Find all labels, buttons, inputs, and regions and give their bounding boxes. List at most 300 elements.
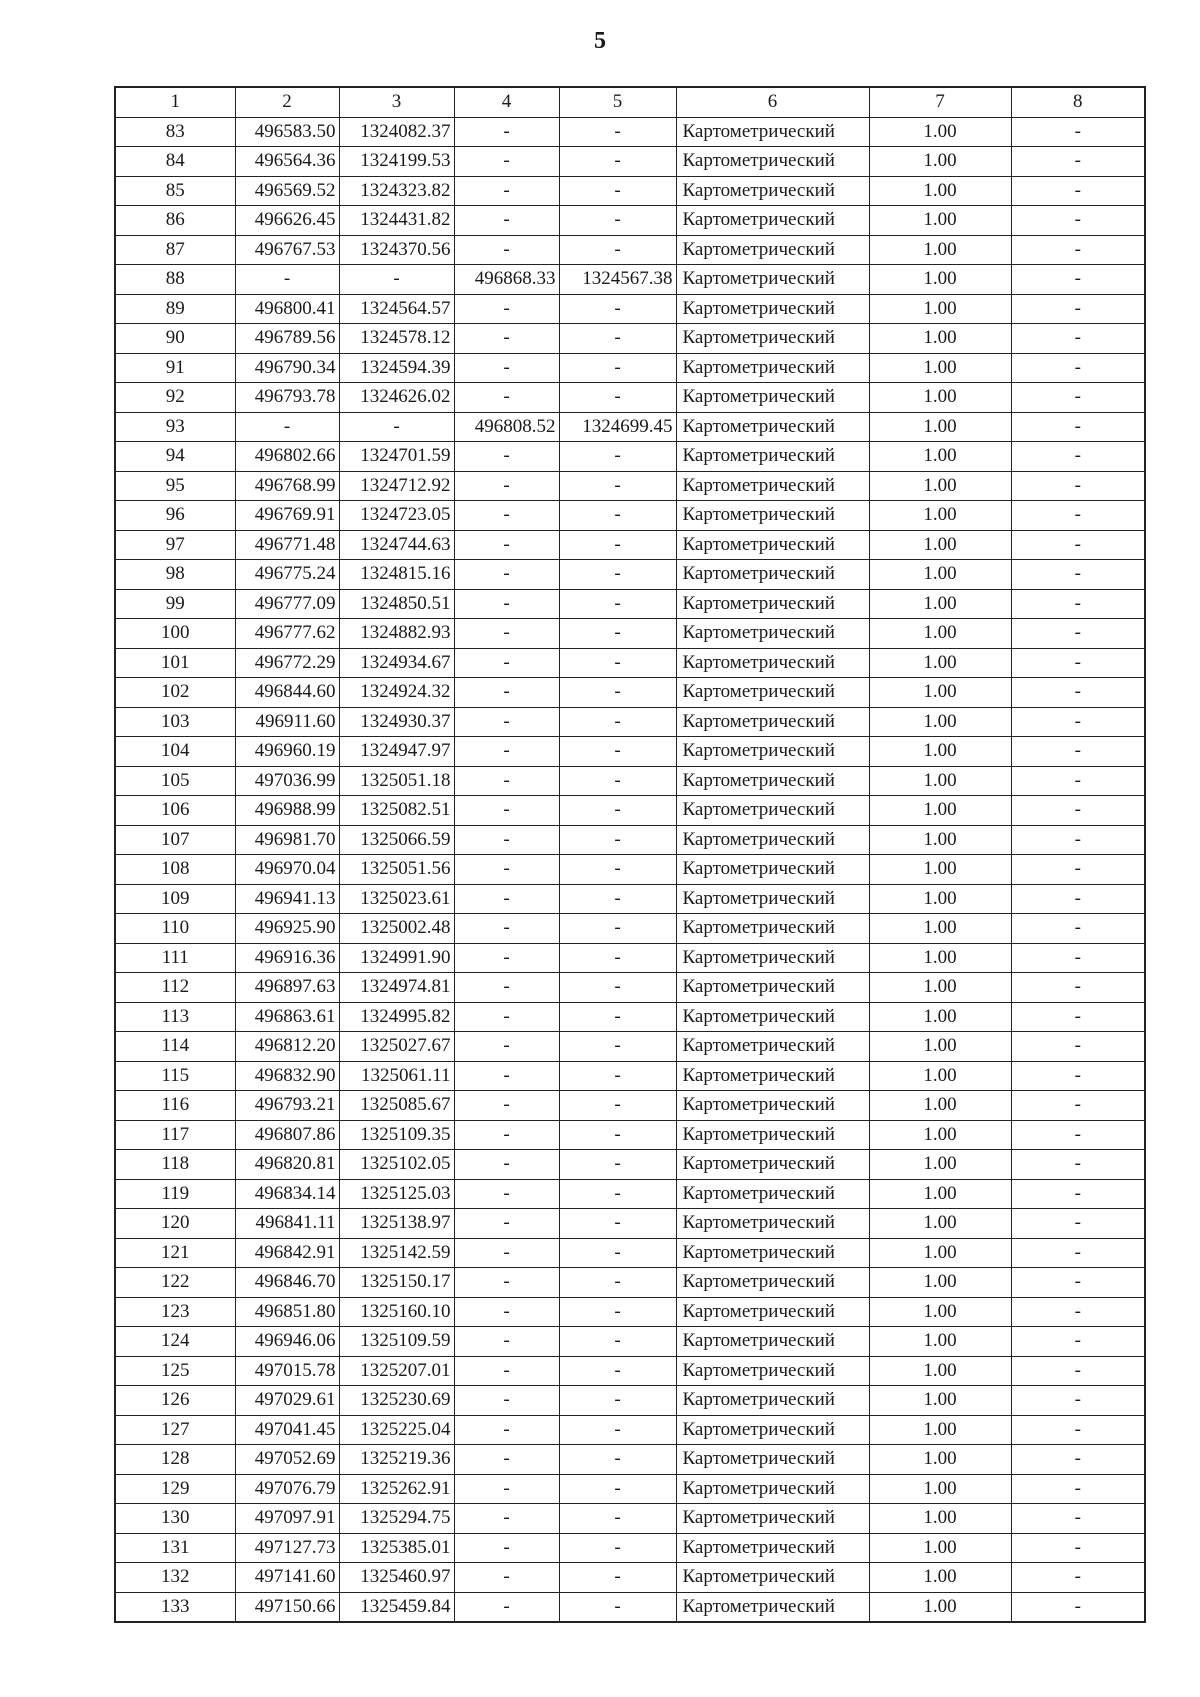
cell-y-coordinate: 1324930.37 xyxy=(339,707,454,737)
cell-note: - xyxy=(1011,1150,1145,1180)
cell-method: Картометрический xyxy=(676,914,869,944)
cell-x-coordinate-new: - xyxy=(454,1209,559,1239)
cell-point-number: 114 xyxy=(115,1032,235,1062)
cell-x-coordinate-new: - xyxy=(454,1120,559,1150)
cell-y-coordinate-new: - xyxy=(559,176,676,206)
column-header: 5 xyxy=(559,87,676,117)
cell-y-coordinate: 1324924.32 xyxy=(339,678,454,708)
cell-point-number: 120 xyxy=(115,1209,235,1239)
cell-method: Картометрический xyxy=(676,1179,869,1209)
cell-point-number: 85 xyxy=(115,176,235,206)
cell-point-number: 99 xyxy=(115,589,235,619)
cell-method: Картометрический xyxy=(676,884,869,914)
table-row xyxy=(115,855,1145,885)
cell-note: - xyxy=(1011,501,1145,531)
cell-y-coordinate: 1325002.48 xyxy=(339,914,454,944)
cell-y-coordinate: 1325066.59 xyxy=(339,825,454,855)
cell-accuracy: 1.00 xyxy=(869,1120,1011,1150)
cell-method: Картометрический xyxy=(676,1356,869,1386)
cell-x-coordinate: - xyxy=(235,412,339,442)
cell-method: Картометрический xyxy=(676,147,869,177)
cell-x-coordinate: 496812.20 xyxy=(235,1032,339,1062)
cell-y-coordinate-new: - xyxy=(559,294,676,324)
cell-note: - xyxy=(1011,825,1145,855)
cell-y-coordinate-new: - xyxy=(559,766,676,796)
table-row xyxy=(115,176,1145,206)
cell-x-coordinate: 496851.80 xyxy=(235,1297,339,1327)
cell-x-coordinate-new: - xyxy=(454,1297,559,1327)
cell-x-coordinate: 497015.78 xyxy=(235,1356,339,1386)
cell-accuracy: 1.00 xyxy=(869,353,1011,383)
cell-y-coordinate-new: - xyxy=(559,1061,676,1091)
cell-x-coordinate: 496897.63 xyxy=(235,973,339,1003)
cell-x-coordinate-new: - xyxy=(454,501,559,531)
cell-y-coordinate: 1324712.92 xyxy=(339,471,454,501)
cell-y-coordinate: 1324701.59 xyxy=(339,442,454,472)
cell-x-coordinate-new: - xyxy=(454,766,559,796)
cell-method: Картометрический xyxy=(676,1386,869,1416)
table-row xyxy=(115,1474,1145,1504)
cell-x-coordinate-new: - xyxy=(454,1238,559,1268)
cell-method: Картометрический xyxy=(676,825,869,855)
cell-point-number: 88 xyxy=(115,265,235,295)
cell-x-coordinate-new: - xyxy=(454,1386,559,1416)
cell-y-coordinate: 1325051.56 xyxy=(339,855,454,885)
cell-accuracy: 1.00 xyxy=(869,471,1011,501)
cell-method: Картометрический xyxy=(676,1297,869,1327)
cell-method: Картометрический xyxy=(676,530,869,560)
table-row xyxy=(115,1209,1145,1239)
cell-y-coordinate-new: - xyxy=(559,1120,676,1150)
cell-accuracy: 1.00 xyxy=(869,442,1011,472)
cell-y-coordinate-new: - xyxy=(559,884,676,914)
cell-x-coordinate: 496777.09 xyxy=(235,589,339,619)
cell-accuracy: 1.00 xyxy=(869,1179,1011,1209)
table-row xyxy=(115,678,1145,708)
cell-y-coordinate: 1325027.67 xyxy=(339,1032,454,1062)
table-row xyxy=(115,117,1145,147)
cell-point-number: 128 xyxy=(115,1445,235,1475)
cell-method: Картометрический xyxy=(676,1091,869,1121)
cell-y-coordinate: 1325262.91 xyxy=(339,1474,454,1504)
cell-y-coordinate: 1325294.75 xyxy=(339,1504,454,1534)
table-row xyxy=(115,914,1145,944)
cell-note: - xyxy=(1011,265,1145,295)
cell-note: - xyxy=(1011,1445,1145,1475)
cell-accuracy: 1.00 xyxy=(869,147,1011,177)
cell-accuracy: 1.00 xyxy=(869,648,1011,678)
table-row xyxy=(115,1238,1145,1268)
cell-note: - xyxy=(1011,206,1145,236)
cell-y-coordinate-new: - xyxy=(559,1386,676,1416)
cell-x-coordinate: 496846.70 xyxy=(235,1268,339,1298)
cell-point-number: 103 xyxy=(115,707,235,737)
cell-note: - xyxy=(1011,855,1145,885)
cell-x-coordinate: 497150.66 xyxy=(235,1592,339,1622)
cell-point-number: 89 xyxy=(115,294,235,324)
cell-accuracy: 1.00 xyxy=(869,589,1011,619)
cell-note: - xyxy=(1011,383,1145,413)
cell-x-coordinate: 496569.52 xyxy=(235,176,339,206)
cell-x-coordinate-new: - xyxy=(454,560,559,590)
cell-point-number: 94 xyxy=(115,442,235,472)
cell-note: - xyxy=(1011,1209,1145,1239)
cell-x-coordinate-new: - xyxy=(454,796,559,826)
cell-accuracy: 1.00 xyxy=(869,1327,1011,1357)
table-row xyxy=(115,412,1145,442)
table-row xyxy=(115,530,1145,560)
cell-method: Картометрический xyxy=(676,412,869,442)
cell-accuracy: 1.00 xyxy=(869,1415,1011,1445)
cell-x-coordinate: 496775.24 xyxy=(235,560,339,590)
cell-note: - xyxy=(1011,1327,1145,1357)
cell-y-coordinate-new: - xyxy=(559,530,676,560)
cell-note: - xyxy=(1011,648,1145,678)
cell-x-coordinate-new: - xyxy=(454,353,559,383)
cell-method: Картометрический xyxy=(676,117,869,147)
cell-x-coordinate-new: - xyxy=(454,1327,559,1357)
cell-y-coordinate: 1324850.51 xyxy=(339,589,454,619)
cell-y-coordinate: 1325230.69 xyxy=(339,1386,454,1416)
cell-x-coordinate-new: - xyxy=(454,648,559,678)
table-row xyxy=(115,884,1145,914)
cell-point-number: 129 xyxy=(115,1474,235,1504)
cell-x-coordinate: - xyxy=(235,265,339,295)
page-number: 5 xyxy=(594,28,606,54)
cell-method: Картометрический xyxy=(676,707,869,737)
cell-accuracy: 1.00 xyxy=(869,914,1011,944)
cell-y-coordinate-new: - xyxy=(559,383,676,413)
cell-note: - xyxy=(1011,442,1145,472)
cell-y-coordinate-new: - xyxy=(559,1445,676,1475)
cell-y-coordinate: 1325109.35 xyxy=(339,1120,454,1150)
cell-note: - xyxy=(1011,589,1145,619)
column-header: 4 xyxy=(454,87,559,117)
table-row xyxy=(115,1179,1145,1209)
table-row xyxy=(115,1150,1145,1180)
cell-x-coordinate-new: - xyxy=(454,1445,559,1475)
table-row xyxy=(115,1386,1145,1416)
cell-x-coordinate: 496916.36 xyxy=(235,943,339,973)
cell-accuracy: 1.00 xyxy=(869,1091,1011,1121)
cell-x-coordinate: 496841.11 xyxy=(235,1209,339,1239)
table-row xyxy=(115,442,1145,472)
cell-y-coordinate: 1325125.03 xyxy=(339,1179,454,1209)
cell-point-number: 93 xyxy=(115,412,235,442)
cell-x-coordinate: 496583.50 xyxy=(235,117,339,147)
cell-y-coordinate-new: - xyxy=(559,1091,676,1121)
cell-x-coordinate-new: - xyxy=(454,825,559,855)
cell-note: - xyxy=(1011,1120,1145,1150)
table-row xyxy=(115,1032,1145,1062)
cell-accuracy: 1.00 xyxy=(869,1032,1011,1062)
cell-note: - xyxy=(1011,471,1145,501)
cell-x-coordinate: 496832.90 xyxy=(235,1061,339,1091)
table-row xyxy=(115,707,1145,737)
cell-accuracy: 1.00 xyxy=(869,855,1011,885)
cell-method: Картометрический xyxy=(676,678,869,708)
cell-note: - xyxy=(1011,1297,1145,1327)
table-row xyxy=(115,589,1145,619)
cell-x-coordinate-new: - xyxy=(454,1356,559,1386)
cell-point-number: 113 xyxy=(115,1002,235,1032)
cell-note: - xyxy=(1011,324,1145,354)
cell-method: Картометрический xyxy=(676,1533,869,1563)
cell-x-coordinate-new: 496808.52 xyxy=(454,412,559,442)
cell-y-coordinate: 1324578.12 xyxy=(339,324,454,354)
cell-point-number: 110 xyxy=(115,914,235,944)
cell-y-coordinate: 1325459.84 xyxy=(339,1592,454,1622)
cell-note: - xyxy=(1011,353,1145,383)
cell-y-coordinate-new: - xyxy=(559,1504,676,1534)
cell-y-coordinate: 1325225.04 xyxy=(339,1415,454,1445)
column-header: 7 xyxy=(869,87,1011,117)
cell-method: Картометрический xyxy=(676,1415,869,1445)
cell-point-number: 124 xyxy=(115,1327,235,1357)
cell-y-coordinate: 1325150.17 xyxy=(339,1268,454,1298)
cell-note: - xyxy=(1011,678,1145,708)
cell-accuracy: 1.00 xyxy=(869,1533,1011,1563)
cell-y-coordinate-new: - xyxy=(559,1592,676,1622)
cell-x-coordinate-new: - xyxy=(454,678,559,708)
table-body xyxy=(115,117,1145,1622)
cell-accuracy: 1.00 xyxy=(869,501,1011,531)
table-row xyxy=(115,796,1145,826)
cell-y-coordinate: 1325385.01 xyxy=(339,1533,454,1563)
cell-point-number: 125 xyxy=(115,1356,235,1386)
cell-y-coordinate: 1324815.16 xyxy=(339,560,454,590)
cell-note: - xyxy=(1011,1474,1145,1504)
cell-method: Картометрический xyxy=(676,1474,869,1504)
cell-point-number: 123 xyxy=(115,1297,235,1327)
cell-y-coordinate: 1324370.56 xyxy=(339,235,454,265)
cell-accuracy: 1.00 xyxy=(869,1150,1011,1180)
cell-x-coordinate-new: - xyxy=(454,1533,559,1563)
cell-y-coordinate: 1325219.36 xyxy=(339,1445,454,1475)
cell-x-coordinate-new: - xyxy=(454,1474,559,1504)
cell-y-coordinate-new: - xyxy=(559,1209,676,1239)
cell-point-number: 108 xyxy=(115,855,235,885)
cell-point-number: 109 xyxy=(115,884,235,914)
cell-y-coordinate: 1324626.02 xyxy=(339,383,454,413)
cell-y-coordinate: 1324934.67 xyxy=(339,648,454,678)
cell-note: - xyxy=(1011,1091,1145,1121)
cell-x-coordinate: 496768.99 xyxy=(235,471,339,501)
cell-x-coordinate: 496981.70 xyxy=(235,825,339,855)
table-row xyxy=(115,1268,1145,1298)
cell-y-coordinate: 1324744.63 xyxy=(339,530,454,560)
cell-y-coordinate: 1324947.97 xyxy=(339,737,454,767)
cell-y-coordinate: 1325082.51 xyxy=(339,796,454,826)
cell-y-coordinate: 1325061.11 xyxy=(339,1061,454,1091)
cell-method: Картометрический xyxy=(676,1238,869,1268)
cell-point-number: 122 xyxy=(115,1268,235,1298)
table-row xyxy=(115,1120,1145,1150)
cell-note: - xyxy=(1011,530,1145,560)
cell-y-coordinate-new: - xyxy=(559,147,676,177)
cell-x-coordinate-new: - xyxy=(454,1002,559,1032)
cell-accuracy: 1.00 xyxy=(869,1209,1011,1239)
cell-y-coordinate-new: - xyxy=(559,324,676,354)
cell-y-coordinate: 1324199.53 xyxy=(339,147,454,177)
cell-method: Картометрический xyxy=(676,1445,869,1475)
cell-x-coordinate-new: - xyxy=(454,1592,559,1622)
cell-method: Картометрический xyxy=(676,265,869,295)
cell-accuracy: 1.00 xyxy=(869,265,1011,295)
cell-x-coordinate: 496941.13 xyxy=(235,884,339,914)
table-row xyxy=(115,1091,1145,1121)
cell-note: - xyxy=(1011,1002,1145,1032)
table-row xyxy=(115,294,1145,324)
cell-accuracy: 1.00 xyxy=(869,1592,1011,1622)
cell-y-coordinate-new: - xyxy=(559,1474,676,1504)
cell-y-coordinate: 1325102.05 xyxy=(339,1150,454,1180)
table-row xyxy=(115,471,1145,501)
cell-point-number: 117 xyxy=(115,1120,235,1150)
cell-note: - xyxy=(1011,117,1145,147)
cell-y-coordinate-new: - xyxy=(559,471,676,501)
cell-x-coordinate: 496802.66 xyxy=(235,442,339,472)
cell-y-coordinate-new: - xyxy=(559,943,676,973)
cell-accuracy: 1.00 xyxy=(869,678,1011,708)
table-row xyxy=(115,265,1145,295)
cell-accuracy: 1.00 xyxy=(869,707,1011,737)
cell-y-coordinate: 1325051.18 xyxy=(339,766,454,796)
cell-y-coordinate: 1325138.97 xyxy=(339,1209,454,1239)
cell-method: Картометрический xyxy=(676,737,869,767)
cell-y-coordinate-new: - xyxy=(559,1238,676,1268)
cell-method: Картометрический xyxy=(676,1120,869,1150)
cell-method: Картометрический xyxy=(676,943,869,973)
table-header-row xyxy=(115,87,1145,117)
cell-method: Картометрический xyxy=(676,206,869,236)
cell-accuracy: 1.00 xyxy=(869,884,1011,914)
cell-x-coordinate-new: - xyxy=(454,943,559,973)
cell-y-coordinate-new: - xyxy=(559,914,676,944)
cell-point-number: 133 xyxy=(115,1592,235,1622)
cell-x-coordinate: 496800.41 xyxy=(235,294,339,324)
cell-y-coordinate-new: - xyxy=(559,737,676,767)
cell-x-coordinate: 496772.29 xyxy=(235,648,339,678)
cell-y-coordinate: - xyxy=(339,412,454,442)
cell-x-coordinate: 496564.36 xyxy=(235,147,339,177)
table-row xyxy=(115,1327,1145,1357)
cell-point-number: 87 xyxy=(115,235,235,265)
cell-method: Картометрический xyxy=(676,619,869,649)
cell-y-coordinate: 1324882.93 xyxy=(339,619,454,649)
cell-x-coordinate: 496820.81 xyxy=(235,1150,339,1180)
cell-x-coordinate: 496790.34 xyxy=(235,353,339,383)
cell-x-coordinate-new: - xyxy=(454,589,559,619)
coordinates-table xyxy=(114,86,1146,1623)
cell-x-coordinate: 497052.69 xyxy=(235,1445,339,1475)
cell-note: - xyxy=(1011,1386,1145,1416)
cell-accuracy: 1.00 xyxy=(869,619,1011,649)
cell-point-number: 97 xyxy=(115,530,235,560)
cell-point-number: 101 xyxy=(115,648,235,678)
column-header: 2 xyxy=(235,87,339,117)
cell-point-number: 102 xyxy=(115,678,235,708)
cell-note: - xyxy=(1011,176,1145,206)
cell-y-coordinate-new: - xyxy=(559,235,676,265)
cell-point-number: 86 xyxy=(115,206,235,236)
cell-note: - xyxy=(1011,737,1145,767)
cell-y-coordinate-new: - xyxy=(559,1179,676,1209)
cell-y-coordinate: 1325460.97 xyxy=(339,1563,454,1593)
cell-accuracy: 1.00 xyxy=(869,943,1011,973)
cell-x-coordinate-new: - xyxy=(454,737,559,767)
cell-y-coordinate-new: - xyxy=(559,1002,676,1032)
cell-x-coordinate-new: - xyxy=(454,324,559,354)
cell-x-coordinate: 496767.53 xyxy=(235,235,339,265)
cell-point-number: 119 xyxy=(115,1179,235,1209)
cell-method: Картометрический xyxy=(676,796,869,826)
cell-accuracy: 1.00 xyxy=(869,737,1011,767)
cell-x-coordinate-new: - xyxy=(454,117,559,147)
cell-point-number: 92 xyxy=(115,383,235,413)
cell-note: - xyxy=(1011,1356,1145,1386)
cell-x-coordinate: 496946.06 xyxy=(235,1327,339,1357)
cell-x-coordinate: 496789.56 xyxy=(235,324,339,354)
cell-y-coordinate-new: - xyxy=(559,442,676,472)
cell-accuracy: 1.00 xyxy=(869,1445,1011,1475)
cell-note: - xyxy=(1011,914,1145,944)
cell-accuracy: 1.00 xyxy=(869,1061,1011,1091)
cell-accuracy: 1.00 xyxy=(869,206,1011,236)
cell-method: Картометрический xyxy=(676,766,869,796)
cell-note: - xyxy=(1011,973,1145,1003)
cell-note: - xyxy=(1011,1533,1145,1563)
table-row xyxy=(115,1533,1145,1563)
cell-accuracy: 1.00 xyxy=(869,825,1011,855)
cell-point-number: 115 xyxy=(115,1061,235,1091)
cell-accuracy: 1.00 xyxy=(869,1356,1011,1386)
cell-method: Картометрический xyxy=(676,324,869,354)
cell-accuracy: 1.00 xyxy=(869,1238,1011,1268)
cell-accuracy: 1.00 xyxy=(869,1474,1011,1504)
cell-point-number: 106 xyxy=(115,796,235,826)
cell-method: Картометрический xyxy=(676,1032,869,1062)
table-row xyxy=(115,1415,1145,1445)
cell-accuracy: 1.00 xyxy=(869,1386,1011,1416)
cell-point-number: 121 xyxy=(115,1238,235,1268)
cell-y-coordinate: 1325085.67 xyxy=(339,1091,454,1121)
cell-method: Картометрический xyxy=(676,1504,869,1534)
cell-method: Картометрический xyxy=(676,235,869,265)
table-row xyxy=(115,324,1145,354)
cell-y-coordinate-new: - xyxy=(559,1032,676,1062)
cell-y-coordinate-new: 1324567.38 xyxy=(559,265,676,295)
cell-point-number: 91 xyxy=(115,353,235,383)
cell-point-number: 127 xyxy=(115,1415,235,1445)
table-row xyxy=(115,766,1145,796)
table-row xyxy=(115,383,1145,413)
cell-x-coordinate-new: - xyxy=(454,530,559,560)
cell-y-coordinate-new: - xyxy=(559,1150,676,1180)
cell-point-number: 104 xyxy=(115,737,235,767)
table-row xyxy=(115,648,1145,678)
cell-x-coordinate-new: - xyxy=(454,1415,559,1445)
cell-y-coordinate: 1325109.59 xyxy=(339,1327,454,1357)
cell-x-coordinate-new: - xyxy=(454,176,559,206)
table-row xyxy=(115,825,1145,855)
cell-point-number: 118 xyxy=(115,1150,235,1180)
cell-x-coordinate-new: - xyxy=(454,1563,559,1593)
cell-method: Картометрический xyxy=(676,471,869,501)
cell-x-coordinate-new: - xyxy=(454,914,559,944)
cell-x-coordinate-new: - xyxy=(454,707,559,737)
cell-method: Картометрический xyxy=(676,560,869,590)
